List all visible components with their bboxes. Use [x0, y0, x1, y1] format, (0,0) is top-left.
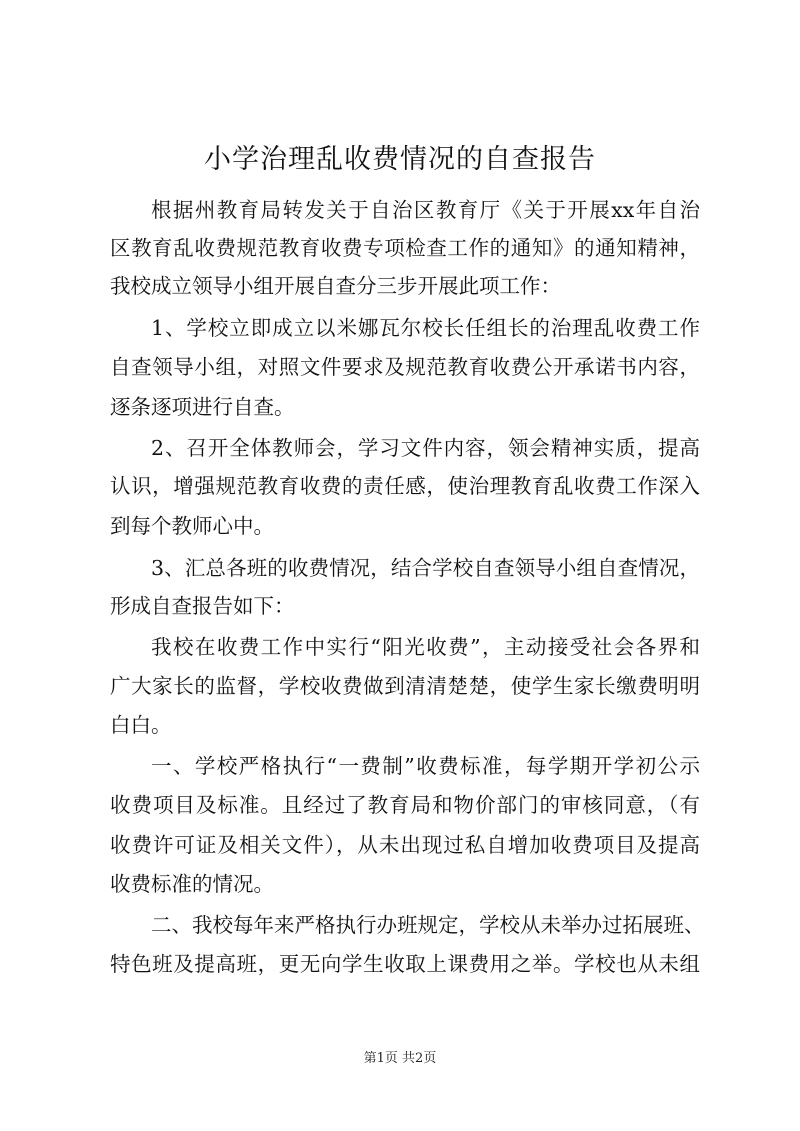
text-line-7: 2、召开全体教师会，学习文件内容，领会精神实质，提高	[151, 436, 700, 460]
text-line-10: 3、汇总各班的收费情况，结合学校自查领导小组自查情况，	[151, 556, 700, 580]
text-line-15: 一、学校严格执行“一费制”收费标准，每学期开学初公示	[151, 754, 700, 778]
text-line-2: 区教育乱收费规范教育收费专项检查工作的通知》的通知精神，	[110, 236, 700, 260]
text-line-19: 二、我校每年来严格执行办班规定，学校从未举办过拓展班、	[151, 913, 705, 937]
page-number-footer: 第1页 共2页	[363, 1051, 437, 1066]
text-line-1: 根据州教育局转发关于自治区教育厅《关于开展xx年自治	[151, 198, 700, 222]
text-line-4: 1、学校立即成立以米娜瓦尔校长任组长的治理乱收费工作	[151, 316, 700, 340]
text-line-14: 白白。	[110, 713, 172, 737]
text-line-18: 收费标准的情况。	[110, 872, 274, 896]
text-line-16: 收费项目及标准。且经过了教育局和物价部门的审核同意，（有	[110, 793, 700, 817]
document-title: 小学治理乱收费情况的自查报告	[204, 144, 596, 175]
text-line-8: 认识，增强规范教育收费的责任感，使治理教育乱收费工作深入	[110, 474, 700, 498]
text-line-9: 到每个教师心中。	[110, 514, 274, 538]
text-line-3: 我校成立领导小组开展自查分三步开展此项工作：	[110, 274, 561, 298]
text-line-17: 收费许可证及相关文件），从未出现过私自增加收费项目及提高	[110, 833, 700, 857]
text-line-12: 我校在收费工作中实行“阳光收费”，主动接受社会各界和	[151, 635, 700, 659]
text-line-5: 自查领导小组，对照文件要求及规范教育收费公开承诺书内容，	[110, 355, 700, 379]
text-line-11: 形成自查报告如下：	[110, 594, 295, 618]
text-line-6: 逐条逐项进行自查。	[110, 395, 295, 419]
text-line-13: 广大家长的监督，学校收费做到清清楚楚，使学生家长缴费明明	[110, 674, 700, 698]
text-line-20: 特色班及提高班，更无向学生收取上课费用之举。学校也从未组	[110, 952, 700, 976]
